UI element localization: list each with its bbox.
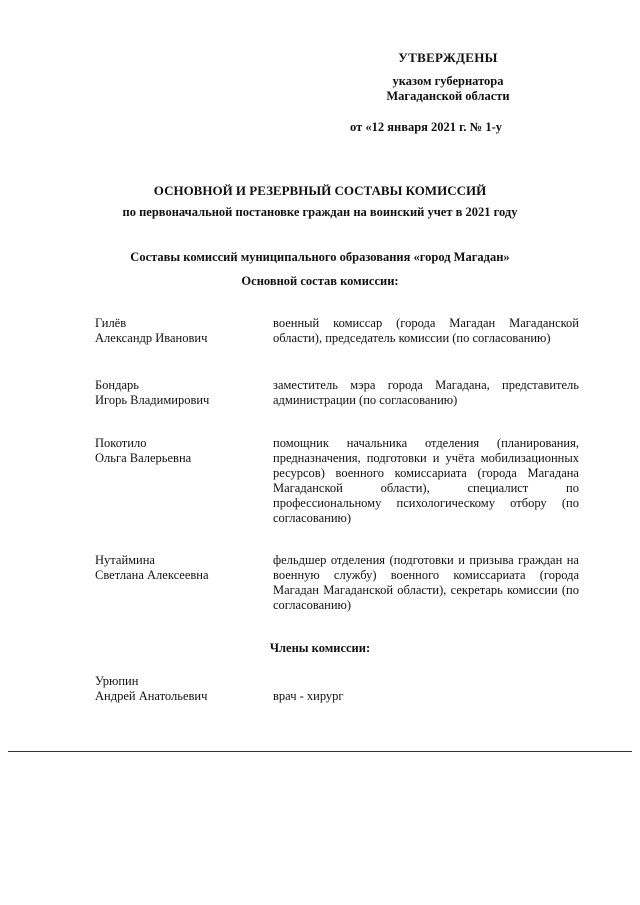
member-name	[95, 674, 255, 704]
member-given-names: Ольга Валерьевна	[95, 451, 192, 465]
member-role: помощник начальника отделения (планирования, предназначения, подготовки и учёта мобилизационных ресурсов) военного комиссариата (города Магадана Магаданской области), специалист по профессиональному психологическому отбору (по согласованию)	[273, 436, 579, 525]
member-surname: Покотило	[95, 436, 147, 450]
member-surname: Бондарь	[95, 378, 139, 392]
member-role: фельдшер отделения (подготовки и призыва граждан на военную службу) военного комиссариата (города Магадан Магаданской области), секретарь комиссии (по согласованию)	[273, 553, 579, 612]
member-given-names: Игорь Владимирович	[95, 393, 210, 407]
members-heading: Члены комиссии:	[269, 641, 371, 655]
member-given-names: Андрей Анатольевич	[95, 689, 208, 703]
member-surname: Нутаймина	[95, 553, 155, 567]
member-role: врач - хирург	[273, 689, 344, 703]
member-role: заместитель мэра города Магадана, представитель администрации (по согласованию)	[273, 378, 579, 407]
approval-issuer-line2: Магаданской области	[386, 89, 510, 103]
section-heading: Составы комиссий муниципального образования «город Магадан»	[130, 250, 510, 264]
page-bottom-rule	[8, 751, 632, 752]
member-name	[95, 378, 255, 408]
member-name	[95, 436, 255, 466]
member-name	[95, 316, 255, 346]
approval-date: от «12 января 2021 г. № 1-у	[350, 120, 503, 134]
composition-heading: Основной состав комиссии:	[241, 274, 399, 288]
document-subtitle: по первоначальной постановке граждан на воинский учет в 2021 году	[122, 205, 518, 219]
member-role: военный комиссар (города Магадан Магаданской области), председатель комиссии (по согласованию)	[273, 316, 579, 345]
approval-block	[338, 50, 558, 135]
member-name	[95, 553, 255, 583]
member-surname: Гилёв	[95, 316, 127, 330]
document-title: ОСНОВНОЙ И РЕЗЕРВНЫЙ СОСТАВЫ КОМИССИЙ	[153, 183, 487, 198]
approval-title: УТВЕРЖДЕНЫ	[398, 50, 498, 65]
approval-issuer-line1: указом губернатора	[392, 74, 504, 88]
member-given-names: Светлана Алексеевна	[95, 568, 209, 582]
member-given-names: Александр Иванович	[95, 331, 208, 345]
member-surname: Урюпин	[95, 674, 139, 688]
